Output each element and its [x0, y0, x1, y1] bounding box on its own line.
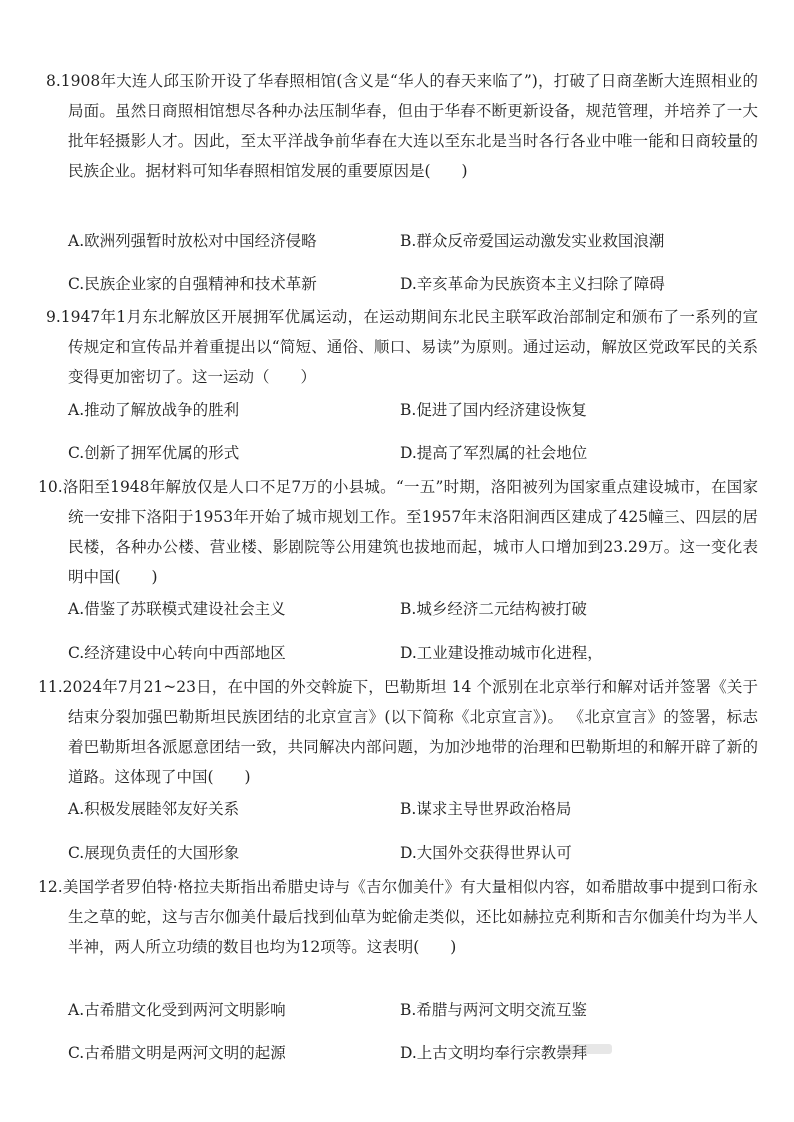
question-number: 10. — [38, 478, 63, 496]
question-number: 11. — [38, 678, 63, 696]
question-8-stem — [46, 66, 758, 186]
question-number: 9. — [46, 308, 61, 326]
question-11-option-a[interactable]: A.积极发展睦邻友好关系 — [68, 800, 240, 818]
question-11-option-c[interactable]: C.展现负责任的大国形象 — [68, 844, 240, 862]
question-10-option-c[interactable]: C.经济建设中心转向中西部地区 — [68, 644, 286, 662]
question-8-option-d[interactable]: D.辛亥革命为民族资本主义扫除了障碍 — [400, 275, 665, 293]
question-12-stem — [38, 872, 758, 962]
question-8-option-a[interactable]: A.欧洲列强暂时放松对中国经济侵略 — [68, 232, 317, 250]
question-11-option-d[interactable]: D.大国外交获得世界认可 — [400, 844, 572, 862]
question-9-option-d[interactable]: D.提高了军烈属的社会地位 — [400, 444, 588, 462]
question-text: 1947年1月东北解放区开展拥军优属运动，在运动期间东北民主联军政治部制定和颁布了一系列的宣传规定和宣传品并着重提出以“简短、通俗、顺口、易读”为原则。通过运动，解放区党政军民的关系变得更加密切了。这一运动（ ） — [60, 308, 758, 386]
question-text: 美国学者罗伯特·格拉夫斯指出希腊史诗与《吉尔伽美什》有大量相似内容，如希腊故事中提到口衔永生之草的蛇，这与吉尔伽美什最后找到仙草为蛇偷走类似，还比如赫拉克利斯和吉尔伽美什均为半人半神，两人所立功绩的数目也均为12项等。这表明( ) — [62, 878, 758, 956]
question-text: 2024年7月21~23日，在中国的外交斡旋下，巴勒斯坦 14 个派别在北京举行和解对话并签署《关于结束分裂加强巴勒斯坦民族团结的北京宣言》(以下简称《北京宣言》)。 《北京宣言》的签署，标志着巴勒斯坦各派愿意团结一致，共同解决内部问题，为加沙地带的治理和巴勒斯坦的和解开辟了新的道路。这体现了中国( ) — [62, 678, 758, 786]
question-12-option-d[interactable]: D.上古文明均奉行宗教崇拜 — [400, 1044, 588, 1062]
question-11-option-b[interactable]: B.谋求主导世界政治格局 — [400, 800, 572, 818]
question-12-option-c[interactable]: C.古希腊文明是两河文明的起源 — [68, 1044, 286, 1062]
question-8-option-b[interactable]: B.群众反帝爱国运动激发实业救国浪潮 — [400, 232, 665, 250]
question-text: 洛阳至1948年解放仅是人口不足7万的小县城。“一五”时期，洛阳被列为国家重点建设城市，在国家统一安排下洛阳于1953年开始了城市规划工作。至1957年末洛阳涧西区建成了425幢三、四层的居民楼，各种办公楼、营业楼、影剧院等公用建筑也拔地而起，城市人口增加到23.29万。这一变化表明中国( ) — [62, 478, 758, 586]
question-10-option-a[interactable]: A.借鉴了苏联模式建设社会主义 — [68, 600, 286, 618]
question-number: 8. — [46, 72, 61, 90]
question-text: 1908年大连人邱玉阶开设了华春照相馆(含义是“华人的春天来临了”)，打破了日商垄断大连照相业的局面。虽然日商照相馆想尽各种办法压制华春，但由于华春不断更新设备，规范管理，并培养了一大批年轻摄影人才。因此，至太平洋战争前华春在大连以至东北是当时各行各业中唯一能和日商较量的民族企业。据材料可知华春照相馆发展的重要原因是( ) — [60, 72, 758, 180]
question-11-stem — [38, 672, 758, 792]
question-8-option-c[interactable]: C.民族企业家的自强精神和技术革新 — [68, 275, 317, 293]
question-10-option-b[interactable]: B.城乡经济二元结构被打破 — [400, 600, 587, 618]
question-9-option-c[interactable]: C.创新了拥军优属的形式 — [68, 444, 240, 462]
question-9-stem — [46, 302, 758, 392]
question-number: 12. — [38, 878, 63, 896]
pencil-smudge-mark — [560, 1044, 612, 1054]
question-9-option-b[interactable]: B.促进了国内经济建设恢复 — [400, 401, 587, 419]
question-10-stem — [38, 472, 758, 592]
question-12-option-a[interactable]: A.古希腊文化受到两河文明影响 — [68, 1001, 286, 1019]
question-12-option-b[interactable]: B.希腊与两河文明交流互鉴 — [400, 1001, 587, 1019]
question-10-option-d[interactable]: D.工业建设推动城市化进程， — [400, 644, 603, 662]
question-9-option-a[interactable]: A.推动了解放战争的胜利 — [68, 401, 240, 419]
